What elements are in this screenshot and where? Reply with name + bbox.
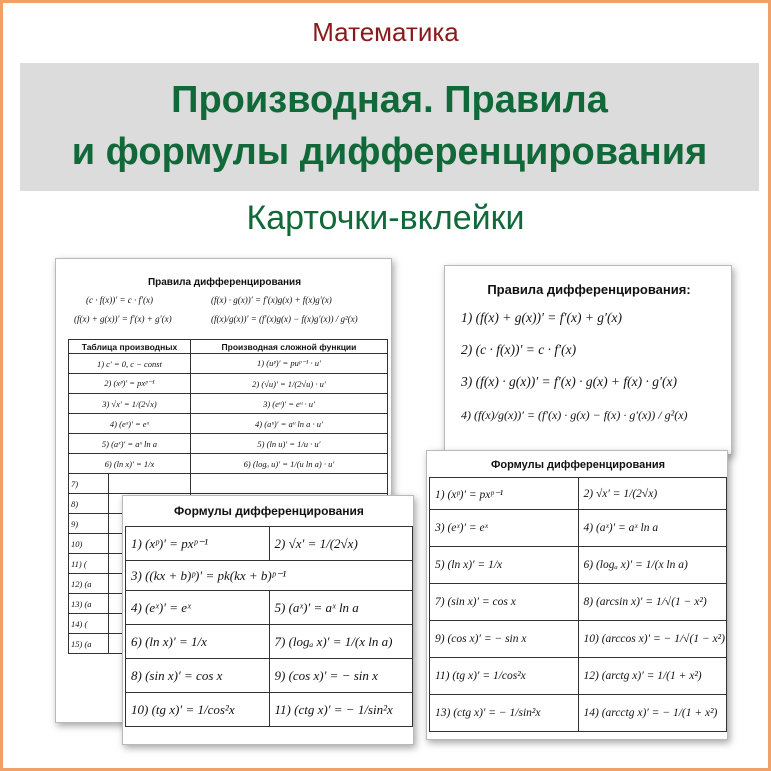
table-row [69, 454, 388, 474]
table-cell: 7) (sin x)′ = cos x [430, 584, 579, 621]
table-cell: 5) (ln u)′ = 1/u · u′ [190, 434, 387, 454]
subject-label: Математика [312, 17, 459, 47]
table-cell: 4) (aˣ)′ = aˣ ln a [578, 510, 727, 547]
table-row [69, 374, 388, 394]
table-row [69, 414, 388, 434]
table-cell: 8) (sin x)′ = cos x [126, 659, 270, 693]
table-cell: 6) (ln x)′ = 1/x [69, 454, 191, 474]
sheet-b-rule-3: 3) (f(x) · g(x))′ = f′(x) · g(x) + f(x) · g′(x) [461, 374, 677, 389]
sheet-c-title: Формулы дифференцирования [174, 504, 364, 518]
table-cell: 11) (tg x)′ = 1/cos²x [430, 658, 579, 695]
table-cell: 14) ( [69, 614, 109, 634]
table-cell: 11) (ctg x)′ = − 1/sin²x [269, 693, 413, 727]
table-cell: 1) (xᵖ)′ = pxᵖ⁻¹ [430, 478, 579, 510]
table-cell: 10) (tg x)′ = 1/cos²x [126, 693, 270, 727]
table-row [430, 695, 727, 732]
table-cell: 2) √x′ = 1/(2√x) [269, 527, 413, 561]
table-cell: 8) (arcsin x)′ = 1/√(1 − x²) [578, 584, 727, 621]
table-row [69, 474, 388, 494]
table-cell: 7) [69, 474, 109, 494]
table-cell: 6) (ln x)′ = 1/x [126, 625, 270, 659]
table-row [126, 659, 413, 693]
table-row [430, 478, 727, 510]
table-cell: 12) (arctg x)′ = 1/(1 + x²) [578, 658, 727, 695]
table-cell: 3) (eˣ)′ = eˣ [430, 510, 579, 547]
table-cell: 2) √x′ = 1/(2√x) [578, 478, 727, 510]
table-row [126, 527, 413, 561]
table-cell: 4) (eˣ)′ = eˣ [126, 591, 270, 625]
sheet-a-rule-1: (c · f(x))′ = c · f′(x) [86, 295, 153, 305]
table-row [430, 547, 727, 584]
table-cell: 12) (a [69, 574, 109, 594]
table-cell: 5) (ln x)′ = 1/x [430, 547, 579, 584]
table-cell: 15) (a [69, 634, 109, 654]
sheet-a-rule-3: (f(x) + g(x))′ = f′(x) + g′(x) [74, 314, 172, 324]
table-cell: 1) c′ = 0, c − const [69, 354, 191, 374]
table-cell: 10) (arccos x)′ = − 1/√(1 − x²) [578, 621, 727, 658]
table-cell: 7) (logₐ x)′ = 1/(x ln a) [269, 625, 413, 659]
col1-header: Таблица производных [69, 340, 191, 354]
title-banner [20, 63, 759, 191]
sheet-a-rule-2: (f(x) · g(x))′ = f′(x)g(x) + f(x)g′(x) [211, 295, 332, 305]
sheet-b-title: Правила дифференцирования: [487, 282, 691, 297]
table-cell: 8) [69, 494, 109, 514]
table-cell: 10) [69, 534, 109, 554]
table-cell: 5) (aˣ)′ = aˣ ln a [269, 591, 413, 625]
table-cell: 2) (√u)′ = 1/(2√u) · u′ [190, 374, 387, 394]
table-cell: 3) ((kx + b)ᵖ)′ = pk(kx + b)ᵖ⁻¹ [126, 561, 413, 591]
table-row [430, 658, 727, 695]
table-row [430, 584, 727, 621]
table-cell: 11) ( [69, 554, 109, 574]
formulas-card-right [426, 450, 728, 740]
table-cell: 9) [69, 514, 109, 534]
table-cell: 13) (a [69, 594, 109, 614]
caption: Карточки-вклейки [246, 199, 525, 237]
table-row [69, 394, 388, 414]
table-row [69, 434, 388, 454]
sheet-d-title: Формулы дифференцирования [490, 459, 666, 471]
formulas-table-left [125, 526, 413, 727]
table-cell: 9) (cos x)′ = − sin x [430, 621, 579, 658]
table-row [126, 693, 413, 727]
table-cell: 14) (arcctg x)′ = − 1/(1 + x²) [578, 695, 727, 732]
table-cell: 1) (xᵖ)′ = pxᵖ⁻¹ [126, 527, 270, 561]
table-cell: 4) (eˣ)′ = eˣ [69, 414, 191, 434]
title-line-2: и формулы дифференцирования [71, 131, 708, 173]
table-cell: 4) (aᵘ)′ = aᵘ ln a · u′ [190, 414, 387, 434]
table-cell: 6) (logₐ u)′ = 1/(u ln a) · u′ [190, 454, 387, 474]
table-row [430, 510, 727, 547]
table-cell: 2) (xᵖ)′ = pxᵖ⁻¹ [69, 374, 191, 394]
table-cell: 3) (eᵘ)′ = eᵘ · u′ [190, 394, 387, 414]
sheet-b-rule-1: 1) (f(x) + g(x))′ = f′(x) + g′(x) [461, 310, 622, 325]
table-row [126, 625, 413, 659]
table-row [69, 354, 388, 374]
sheet-a-title: Правила дифференцирования [147, 277, 302, 288]
rules-card [444, 265, 732, 455]
title-line-1: Производная. Правила [171, 79, 608, 121]
sheet-b-rule-4: 4) (f(x)/g(x))′ = (f′(x) · g(x) − f(x) · g′(x)) / g²(x) [461, 408, 688, 422]
table-cell: 3) √x′ = 1/(2√x) [69, 394, 191, 414]
table-row [430, 621, 727, 658]
table-cell: 13) (ctg x)′ = − 1/sin²x [430, 695, 579, 732]
col2-header: Производная сложной функции [190, 340, 387, 354]
sheet-b-rule-2: 2) (c · f(x))′ = c · f′(x) [461, 342, 577, 357]
formulas-table-right [429, 477, 727, 732]
table-cell: 6) (logₐ x)′ = 1/(x ln a) [578, 547, 727, 584]
table-row [126, 561, 413, 591]
sheet-a-rule-4: (f(x)/g(x))′ = (f′(x)g(x) − f(x)g′(x)) / g²(x) [211, 314, 358, 324]
table-cell: 5) (aˣ)′ = aˣ ln a [69, 434, 191, 454]
table-cell: 1) (uᵖ)′ = puᵖ⁻¹ · u′ [190, 354, 387, 374]
formulas-card-left [122, 495, 414, 745]
table-row [126, 591, 413, 625]
table-cell: 9) (cos x)′ = − sin x [269, 659, 413, 693]
